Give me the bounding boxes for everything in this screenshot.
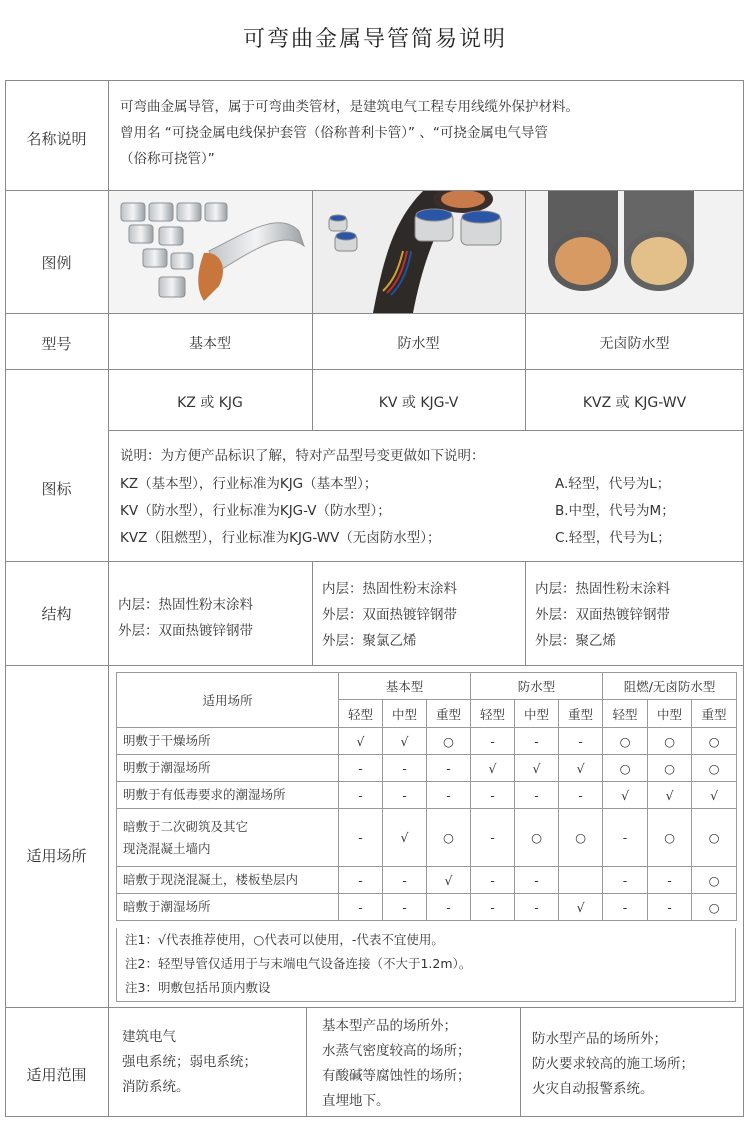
- structure-waterproof-line: 内层：热固性粉末涂料: [322, 581, 457, 597]
- name-desc-line: 曾用名 “可挠金属电线保护套管（俗称普利卡管）” 、“可挠金属电气导管: [120, 125, 548, 141]
- scope-waterproof-line: 水蒸气密度较高的场所；: [322, 1043, 471, 1059]
- usage-mark: √: [515, 755, 559, 782]
- sub-header: 重型: [427, 700, 471, 728]
- usage-mark: -: [339, 867, 383, 894]
- label-scope: 适用范围: [26, 1066, 87, 1084]
- model-waterproof: 防水型: [397, 336, 440, 352]
- table-row: [117, 809, 737, 867]
- row-divider: [5, 369, 744, 370]
- code-waterproof: KV 或 KJG-V: [378, 395, 459, 411]
- usage-mark: ○: [427, 809, 471, 867]
- label-icon: 图标: [41, 480, 72, 498]
- usage-corner-header: 适用场所: [117, 673, 339, 728]
- table-row: [117, 782, 737, 809]
- usage-location: 暗敷于二次砌筑及其它 现浇混凝土墙内: [117, 809, 339, 867]
- usage-mark: -: [648, 867, 692, 894]
- structure-waterproof-line: 外层：聚氯乙烯: [322, 633, 417, 649]
- column-divider: [306, 1007, 307, 1117]
- usage-mark: -: [559, 728, 603, 755]
- usage-notes: [116, 928, 736, 1002]
- label-model: 型号: [41, 335, 72, 353]
- scope-halogen-free-line: 防火要求较高的施工场所；: [532, 1056, 694, 1072]
- usage-mark: ○: [648, 728, 692, 755]
- icon-desc-right: A.轻型，代号为L；: [555, 476, 671, 492]
- scope-basic-line: 消防系统。: [122, 1079, 190, 1095]
- column-divider: [520, 1007, 521, 1117]
- table-row: [117, 755, 737, 782]
- icon-desc-left: KZ（基本型），行业标准为KJG（基本型）；: [120, 476, 378, 492]
- usage-mark: -: [383, 867, 427, 894]
- usage-mark: -: [515, 782, 559, 809]
- label-name: 名称说明: [26, 130, 87, 148]
- row-divider: [5, 313, 744, 314]
- usage-mark: -: [383, 894, 427, 921]
- sub-header: 中型: [515, 700, 559, 728]
- photo-basic-conduit: [109, 191, 312, 313]
- structure-basic-line: 内层：热固性粉末涂料: [118, 597, 253, 613]
- usage-mark: -: [648, 894, 692, 921]
- usage-mark: -: [471, 728, 515, 755]
- photo-halogen-free-conduit: [526, 191, 743, 313]
- sub-header: 重型: [692, 700, 737, 728]
- usage-location: 明敷于有低毒要求的潮湿场所: [117, 782, 339, 809]
- usage-note: 注3：明敷包括吊顶内敷设: [125, 980, 271, 995]
- usage-location: 明敷于潮湿场所: [117, 755, 339, 782]
- usage-mark: -: [427, 755, 471, 782]
- usage-mark: -: [383, 782, 427, 809]
- group-header-basic: 基本型: [339, 673, 471, 700]
- usage-mark: √: [559, 894, 603, 921]
- structure-halogen-free-line: 外层：聚乙烯: [535, 633, 616, 649]
- row-divider: [5, 561, 744, 562]
- sub-header: 轻型: [603, 700, 648, 728]
- scope-waterproof-line: 有酸碱等腐蚀性的场所；: [322, 1068, 471, 1084]
- usage-mark: -: [339, 782, 383, 809]
- table-row: [117, 728, 737, 755]
- label-structure: 结构: [41, 605, 72, 623]
- structure-halogen-free-line: 外层：双面热镀锌钢带: [535, 607, 670, 623]
- sub-header: 中型: [383, 700, 427, 728]
- usage-mark: ○: [559, 809, 603, 867]
- table-row: [117, 867, 737, 894]
- waterproof-fittings-illustration: [313, 191, 525, 313]
- usage-mark: -: [339, 755, 383, 782]
- usage-mark: -: [559, 782, 603, 809]
- usage-mark: -: [603, 894, 648, 921]
- usage-location: 明敷于干燥场所: [117, 728, 339, 755]
- usage-mark: ○: [692, 755, 737, 782]
- scope-halogen-free-line: 火灾自动报警系统。: [532, 1081, 654, 1097]
- usage-mark: ○: [692, 809, 737, 867]
- label-figure: 图例: [41, 254, 72, 272]
- icon-desc-right: B.中型，代号为M；: [555, 503, 675, 519]
- sub-header: 轻型: [471, 700, 515, 728]
- scope-waterproof-line: 基本型产品的场所外；: [322, 1018, 457, 1034]
- row-divider: [5, 1007, 744, 1008]
- usage-mark: √: [427, 867, 471, 894]
- halogen-free-conduit-illustration: [526, 191, 743, 313]
- usage-mark: -: [427, 894, 471, 921]
- usage-mark: √: [383, 809, 427, 867]
- usage-mark: [559, 867, 603, 894]
- scope-halogen-free-line: 防水型产品的场所外；: [532, 1031, 667, 1047]
- table-row: [117, 894, 737, 921]
- usage-mark: ○: [603, 755, 648, 782]
- row-divider: [108, 430, 744, 431]
- icon-desc-left: KVZ（阻燃型），行业标准为KJG-WV（无卤防水型）；: [120, 530, 441, 546]
- usage-mark: √: [471, 755, 515, 782]
- usage-mark: -: [471, 867, 515, 894]
- name-desc-line: 可弯曲金属导管，属于可弯曲类管材，是建筑电气工程专用线缆外保护材料。: [120, 99, 579, 115]
- usage-mark: √: [648, 782, 692, 809]
- usage-mark: √: [603, 782, 648, 809]
- usage-mark: -: [471, 894, 515, 921]
- usage-mark: √: [383, 728, 427, 755]
- usage-location: 暗敷于潮湿场所: [117, 894, 339, 921]
- sub-header: 轻型: [339, 700, 383, 728]
- usage-mark: √: [339, 728, 383, 755]
- usage-mark: -: [603, 867, 648, 894]
- code-basic: KZ 或 KJG: [177, 395, 243, 411]
- usage-mark: √: [692, 782, 737, 809]
- usage-table: [116, 672, 737, 921]
- page-title: 可弯曲金属导管简易说明: [242, 27, 507, 52]
- usage-mark: -: [515, 867, 559, 894]
- scope-basic-line: 建筑电气: [122, 1029, 176, 1045]
- sub-header: 中型: [648, 700, 692, 728]
- usage-mark: ○: [692, 894, 737, 921]
- sub-header: 重型: [559, 700, 603, 728]
- usage-mark: -: [471, 782, 515, 809]
- group-header-flame-retardant: 阻燃/无卤防水型: [603, 673, 737, 700]
- model-halogen-free: 无卤防水型: [599, 336, 670, 352]
- column-divider: [525, 561, 526, 665]
- icon-desc-intro: 说明：为方便产品标识了解，特对产品型号变更做如下说明：: [120, 448, 485, 464]
- usage-mark: -: [603, 809, 648, 867]
- structure-halogen-free-line: 内层：热固性粉末涂料: [535, 581, 670, 597]
- usage-mark: -: [339, 809, 383, 867]
- usage-mark: ○: [427, 728, 471, 755]
- column-divider: [312, 561, 313, 665]
- usage-mark: -: [427, 782, 471, 809]
- usage-mark: ○: [603, 728, 648, 755]
- usage-mark: √: [559, 755, 603, 782]
- scope-waterproof-line: 直埋地下。: [322, 1093, 390, 1109]
- usage-mark: -: [383, 755, 427, 782]
- name-desc-line: （俗称可挠管）”: [120, 151, 215, 167]
- usage-mark: ○: [515, 809, 559, 867]
- photo-waterproof-conduit: [313, 191, 525, 313]
- usage-mark: -: [515, 894, 559, 921]
- usage-mark: ○: [648, 755, 692, 782]
- usage-location: 暗敷于现浇混凝土，楼板垫层内: [117, 867, 339, 894]
- usage-note: 注2：轻型导管仅适用于与末端电气设备连接（不大于1.2m）。: [125, 956, 472, 971]
- structure-waterproof-line: 外层：双面热镀锌钢带: [322, 607, 457, 623]
- usage-mark: ○: [692, 867, 737, 894]
- scope-basic-line: 强电系统；弱电系统；: [122, 1054, 257, 1070]
- usage-mark: -: [471, 809, 515, 867]
- icon-desc-left: KV（防水型），行业标准为KJG-V（防水型）；: [120, 503, 391, 519]
- usage-note: 注1：√代表推荐使用，○代表可以使用，-代表不宜使用。: [125, 932, 444, 947]
- model-basic: 基本型: [189, 336, 231, 352]
- structure-basic-line: 外层：双面热镀锌钢带: [118, 623, 253, 639]
- icon-desc-right: C.轻型，代号为L；: [555, 530, 671, 546]
- code-halogen-free: KVZ 或 KJG-WV: [582, 395, 687, 411]
- row-divider: [5, 665, 744, 666]
- usage-mark: ○: [692, 728, 737, 755]
- group-header-waterproof: 防水型: [471, 673, 603, 700]
- usage-mark: -: [515, 728, 559, 755]
- label-usage: 适用场所: [26, 847, 87, 865]
- conduit-fittings-illustration: [109, 191, 312, 313]
- usage-mark: ○: [648, 809, 692, 867]
- usage-mark: -: [339, 894, 383, 921]
